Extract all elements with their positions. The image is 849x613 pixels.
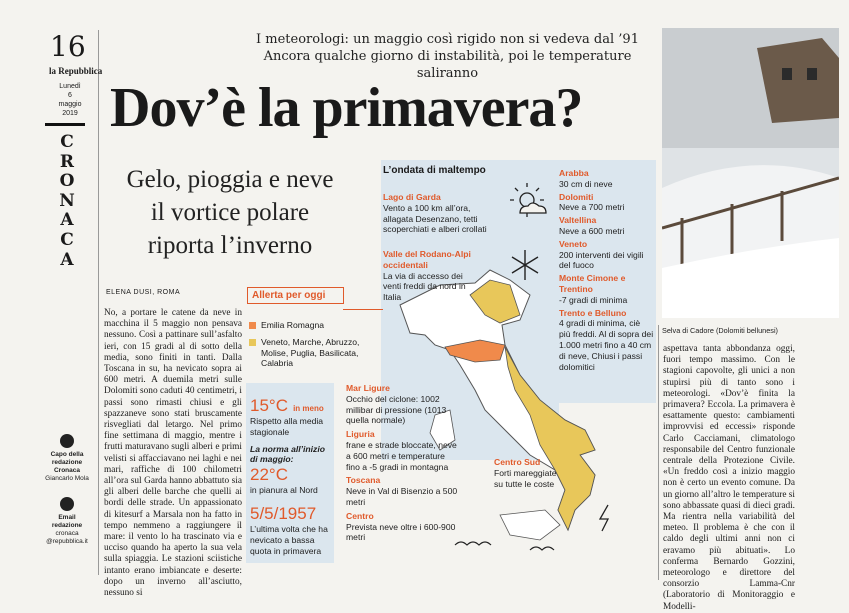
subheadline: Gelo, pioggia e neve il vortice polare riporta l’inverno xyxy=(126,166,334,259)
newspaper-name: la Repubblica xyxy=(49,66,103,76)
page-number: 16 xyxy=(50,30,86,63)
sun-cloud-icon xyxy=(510,183,546,217)
rail-divider xyxy=(45,123,85,126)
lightning-icon xyxy=(600,505,608,531)
article-body-right: aspettava tanta abbondanza oggi, fuori tempo massimo. Con le stagioni capovolte, gli unici a non stupirsi più di tanto sono i meteorologi. «Dov’è finita la primavera? Eccola. La primavera è esattamente questo: cambiamenti improvvisi ed eccessi» risponde Carlo Cacciamani, climatologo responsabile del Centro funzionale centrale della Protezione Civile. «Un freddo così a inizio maggio non è certo un evento comune. Da un giorno all’altro le temperature si sono abbassate quasi di dieci gradi. Ma rientra nella variabilità del meteo. Il problema è che con il caldo degli ultimi anni non ci eravamo più abituati». Lo conferma Bernardo Gozzini, meteorologo e direttore del consorzio Lamma-Cnr (Laboratorio di Monitoraggio e Modelli- xyxy=(663,344,795,612)
alert-pointer xyxy=(343,309,383,310)
email-link[interactable]: @repubblica.it xyxy=(46,538,88,545)
section-label: C R O N A C A xyxy=(59,132,75,270)
note-rodano: Valle del Rodano-Alpi occidentali La via di accesso dei venti freddi da nord in Italia xyxy=(383,249,471,303)
article-body-left: No, a portare le catene da neve in macchina il 5 maggio non pensava nessuno. Così a pattinare sull’asfalto ieri, con 15 gradi al di sotto della media, sono finiti in tanti. Dalla Toscana in su, ha nevicato sopra ai 600 metri. A duemila metri sulle Dolomiti sono caduti 40 centimetri, i passi sono rimasti chiusi e gli spazzaneve sono stati bruscamente risvegliati dal letargo. Nel primo fine settimana di maggio, mentre i frutti maturavano sugli alberi e primi velisti si affacciavano nei laghi e nei mari, raffiche di 100 chilometri all’ora sul Garda hanno abbattuto sia gli alberi delle barche che quelli ai bordi delle strade. Un appassionato di kitesurf a Marsala non ha fatto in tempo nemmeno a raggiungere il mare: il vento lo ha trascinato via e ucciso quando ha aperto la sua vela sulla spiaggia. Le stazioni sciistiche intanto erano imbiancate e deserte: dopo un inverno all’asciutto, nessuno si xyxy=(104,308,242,599)
snowflake-icon xyxy=(512,250,538,280)
editor-icon xyxy=(60,434,74,448)
note-garda: Lago di Garda Vento a 100 km all’ora, allagata Desenzano, tetti scoperchiati e alberi crollati xyxy=(383,192,487,235)
stats-content: 15°C in meno Rispetto alla media stagionale La norma all’inizio di maggio: 22°C in pianura al Nord 5/5/1957 L’ultima volta che ha nevicato a bassa quota in primavera xyxy=(250,396,328,556)
column-rule xyxy=(658,325,659,580)
kicker: I meteorologi: un maggio così rigido non si vedeva dal ’91 Ancora qualche giorno di instabilità, poi le temperature saliranno xyxy=(256,32,639,81)
legend-item: Emilia Romagna xyxy=(249,320,379,331)
legend xyxy=(249,320,379,375)
photo-snowy-village xyxy=(662,28,839,318)
column-rule xyxy=(98,30,99,575)
sicily xyxy=(500,510,560,540)
byline: ELENA DUSI, ROMA xyxy=(106,289,181,296)
headline: Dov’è la primavera? xyxy=(110,77,583,139)
photo-caption: Selva di Cadore (Dolomiti bellunesi) xyxy=(662,326,778,335)
editorial-contacts: Capo della redazione Cronaca Giancarlo Mola Email redazione cronaca @repubblica.it xyxy=(45,434,89,546)
issue-date: Lunedì 6 maggio 2019 xyxy=(58,83,82,117)
note-centro-sud: Centro Sud Forti mareggiate su tutte le coste xyxy=(494,457,557,489)
email-icon xyxy=(60,497,74,511)
legend-item: Veneto, Marche, Abruzzo, Molise, Puglia, Basilicata, Calabria xyxy=(249,337,379,369)
notes-bottom: Mar Ligure Occhio del ciclone: 1002 millibar di pressione (1013 quella normale) Liguria frane e strade bloccate, neve a 600 metri e temperature fino a -5 gradi in montagna Toscana Neve in Val di Bisenzio a 500 metri Centro Prevista neve oltre i 600-900 metri xyxy=(346,383,458,543)
graphic-title: L’ondata di maltempo xyxy=(383,165,486,176)
alert-title: Allerta per oggi xyxy=(252,290,326,301)
notes-right: Arabba 30 cm di neve Dolomiti Neve a 700 metri Valtellina Neve a 600 metri Veneto 200 interventi dei vigili del fuoco Monte Cimone e Trentino -7 gradi di minima Trento e Belluno 4 gradi di minima, ciè più freddi. Al di sopra dei 1.000 metri fino a 40 cm di neve, Chiusi i passi dolomitici xyxy=(559,168,654,372)
